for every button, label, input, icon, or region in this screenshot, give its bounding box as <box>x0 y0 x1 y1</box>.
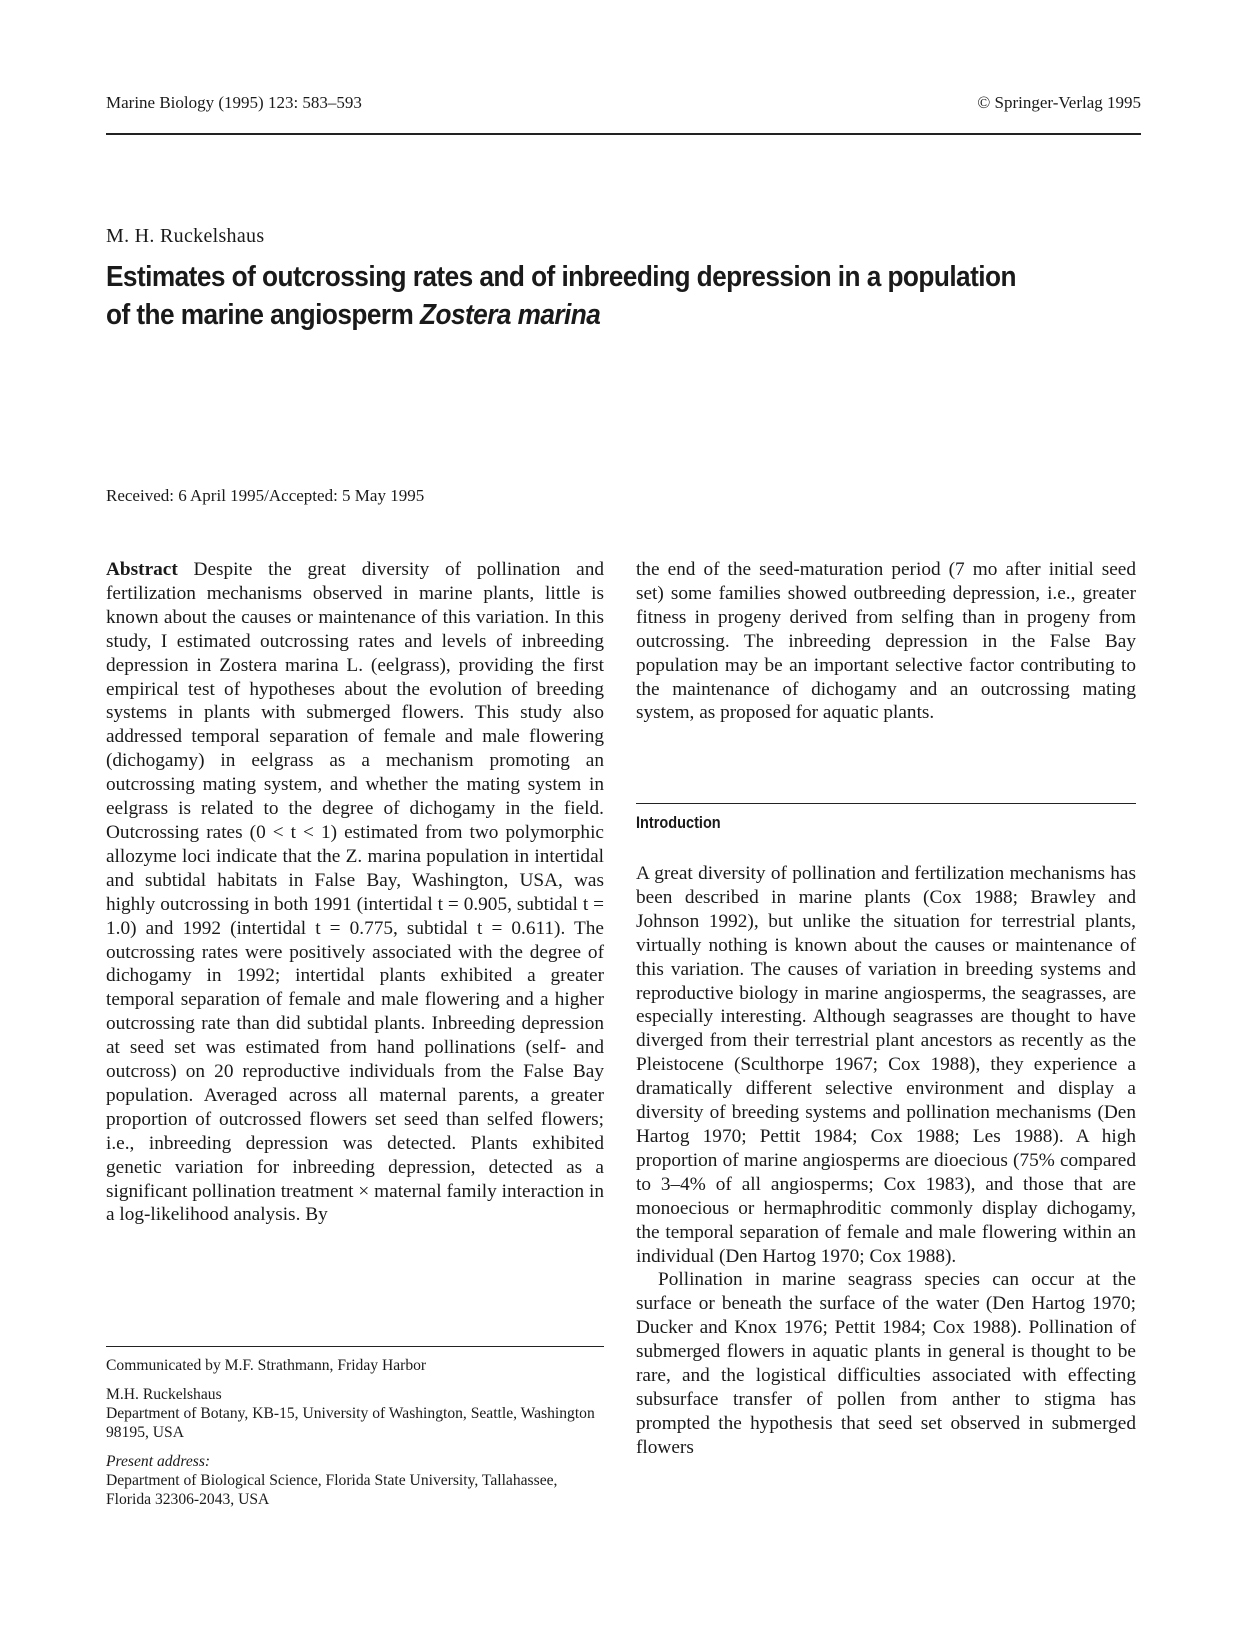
title-main: Estimates of outcrossing rates and of inbreeding depression in a population of the marine angiosperm <box>106 261 1016 331</box>
communicated-by: Communicated by M.F. Strathmann, Friday Harbor <box>106 1357 427 1374</box>
introduction-body <box>636 862 1136 1460</box>
header-rule <box>106 133 1141 135</box>
abstract-continuation: the end of the seed-maturation period (7 mo after initial seed set) some families showed outbreeding depression, i.e., greater fitness in progeny derived from selfing than in progeny from outcrossing. The inbreeding depression in the False Bay population may be an important selective factor contributing to the maintenance of dichogamy and an outcrossing mating system, as proposed for aquatic plants. <box>636 559 1136 724</box>
abstract-column-right <box>636 558 1136 725</box>
section-rule <box>636 803 1136 804</box>
title-species: Zostera marina <box>420 299 601 331</box>
footnotes <box>106 1356 604 1517</box>
article-title <box>106 258 1044 334</box>
introduction-paragraph-1: A great diversity of pollination and fertilization mechanisms has been described in marine plants (Cox 1988; Brawley and Johnson 1992), but unlike the situation for terrestrial plants, virtually nothing is known about the causes or maintenance of this variation. The causes of variation in breeding systems and reproductive biology in marine angiosperms, the seagrasses, are especially interesting. Although seagrasses are thought to have diverged from their terrestrial plant ancestors as recently as the Pleistocene (Sculthorpe 1967; Cox 1988), they experience a dramatically different selective environment and display a diversity of breeding systems and pollination mechanisms (Den Hartog 1970; Pettit 1984; Cox 1988; Les 1988). A high proportion of marine angiosperms are dioecious (75% compared to 3–4% of all angiosperms; Cox 1983), and those that are monoecious or hermaphroditic commonly display dichogamy, the temporal separation of female and male flowering within an individual (Den Hartog 1970; Cox 1988). <box>636 863 1136 1267</box>
journal-citation: Marine Biology (1995) 123: 583–593 <box>106 93 362 112</box>
present-address: Department of Biological Science, Florida State University, Tallahassee, Florida 32306-2043, USA <box>106 1472 558 1508</box>
author-name: M. H. Ruckelshaus <box>106 225 265 247</box>
introduction-heading: Introduction <box>636 814 721 832</box>
footnote-author: M.H. Ruckelshaus <box>106 1386 222 1403</box>
footnote-rule <box>106 1346 604 1347</box>
abstract-column-left <box>106 558 604 1227</box>
footnote-author-address: Department of Botany, KB-15, University of Washington, Seattle, Washington 98195, USA <box>106 1405 595 1441</box>
present-address-label: Present address: <box>106 1453 211 1470</box>
abstract-text: Despite the great diversity of pollination and fertilization mechanisms observed in marine plants, little is known about the causes or maintenance of this variation. In this study, I estimated outcrossing rates and levels of inbreeding depression in Zostera marina L. (eelgrass), providing the first empirical test of hypotheses about the evolution of breeding systems in plants with submerged flowers. This study also addressed temporal separation of female and male flowering (dichogamy) in eelgrass as a mechanism promoting an outcrossing mating system, and whether the mating system in eelgrass is related to the degree of dichogamy in the field. Outcrossing rates (0 < t < 1) estimated from two polymorphic allozyme loci indicate that the Z. marina population in intertidal and subtidal habitats in False Bay, Washington, USA, was highly outcrossing in both 1991 (intertidal t = 0.905, subtidal t = 1.0) and 1992 (intertidal t = 0.775, subtidal t = 0.611). The outcrossing rates were positively associated with the degree of dichogamy in 1992; intertidal plants exhibited a greater temporal separation of female and male flowering and a higher outcrossing rate than did subtidal plants. Inbreeding depression at seed set was estimated from hand pollinations (self- and outcross) on 20 reproductive individuals from the False Bay population. Averaged across all maternal parents, a greater proportion of outcrossed flowers set seed than selfed flowers; i.e., inbreeding depression was detected. Plants exhibited genetic variation for inbreeding depression, detected as a significant pollination treatment × maternal family interaction in a log-likelihood analysis. By <box>106 559 604 1226</box>
abstract-label: Abstract <box>106 559 178 580</box>
abstract-paragraph <box>106 558 604 1227</box>
introduction-paragraph-2: Pollination in marine seagrass species can occur at the surface or beneath the surface of the water (Den Hartog 1970; Ducker and Knox 1976; Pettit 1984; Cox 1988). Pollination of submerged flowers in aquatic plants in general is thought to be rare, and the logistical difficulties associated with effecting subsurface transfer of pollen from anther to stigma has prompted the hypothesis that seed set observed in submerged flowers <box>636 1269 1136 1458</box>
received-dates: Received: 6 April 1995/Accepted: 5 May 1995 <box>106 486 425 505</box>
copyright-notice: © Springer-Verlag 1995 <box>977 93 1141 112</box>
